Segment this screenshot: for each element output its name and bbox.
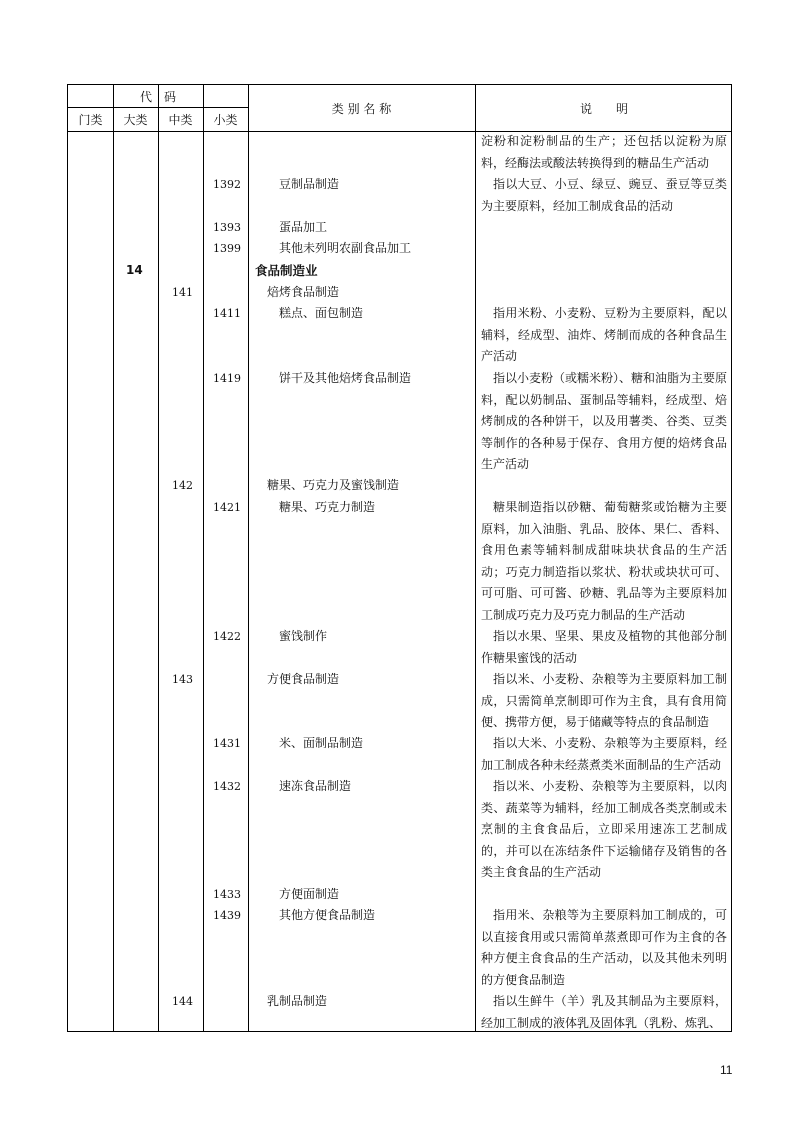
row-major-code: 14 — [126, 263, 143, 277]
row-minor-code: 1433 — [213, 888, 241, 901]
header-name: 类 别 名 称 — [331, 102, 392, 116]
row-medium-code: 141 — [172, 286, 193, 299]
row-desc: 指以米、小麦粉、杂粮等为主要原料加工制成，只需简单烹制即可作为主食，具有食用简便、携带方便，易于储藏等特点的食品制造 — [481, 672, 727, 729]
row-minor-code: 1399 — [213, 242, 241, 255]
row-minor-code: 1439 — [213, 909, 241, 922]
col-divider — [203, 85, 204, 1031]
row-name: 糕点、面包制造 — [279, 306, 364, 320]
row-medium-code: 143 — [172, 673, 193, 686]
page-number: 11 — [720, 1063, 733, 1077]
col-divider — [475, 85, 476, 1031]
header-subdivider — [68, 107, 248, 108]
header-medium: 中类 — [168, 113, 193, 127]
row-minor-code: 1392 — [213, 178, 241, 191]
header-code: 代 码 — [139, 90, 176, 104]
row-name: 速冻食品制造 — [279, 779, 352, 793]
classification-table — [67, 84, 732, 1032]
row-minor-code: 1432 — [213, 780, 241, 793]
row-desc: 指用米、杂粮等为主要原料加工制成的，可以直接食用或只需简单蒸煮即可作为主食的各种方便主食食品的生产活动，以及其他未列明的方便食品制造 — [481, 908, 727, 987]
row-desc: 指以生鲜牛（羊）乳及其制品为主要原料，经加工制成的液体乳及固体乳（乳粉、炼乳、 — [481, 994, 727, 1030]
row-name: 蛋品加工 — [279, 220, 328, 234]
row-desc: 指用米粉、小麦粉、豆粉为主要原料，配以辅料，经成型、油炸、烤制而成的各种食品生产活动 — [481, 306, 727, 363]
row-name: 饼干及其他焙烤食品制造 — [279, 371, 412, 385]
row-medium-code: 144 — [172, 995, 193, 1008]
row-desc: 指以小麦粉（或糯米粉）、糖和油脂为主要原料，配以奶制品、蛋制品等辅料，经成型、焙烤制成的各种饼干，以及用薯类、谷类、豆类等制作的各种易于保存、食用方便的焙烤食品生产活动 — [481, 371, 728, 471]
row-minor-code: 1393 — [213, 221, 241, 234]
row-minor-code: 1421 — [213, 501, 241, 514]
row-name: 方便面制造 — [279, 887, 340, 901]
row-medium-code: 142 — [172, 479, 193, 492]
row-name: 方便食品制造 — [267, 672, 340, 686]
row-name: 焙烤食品制造 — [267, 285, 340, 299]
row-name: 糖果、巧克力及蜜饯制造 — [267, 478, 400, 492]
row-desc: 指以水果、坚果、果皮及植物的其他部分制作糖果蜜饯的活动 — [481, 629, 727, 665]
col-divider — [248, 85, 249, 1031]
header-minor: 小类 — [213, 113, 238, 127]
row-name: 食品制造业 — [255, 263, 318, 278]
col-divider — [113, 85, 114, 1031]
row-name: 其他未列明农副食品加工 — [279, 241, 412, 255]
col-divider — [158, 85, 159, 1031]
row-desc: 指以大米、小麦粉、杂粮等为主要原料，经加工制成各种未经蒸煮类米面制品的生产活动 — [481, 736, 727, 772]
row-name: 糖果、巧克力制造 — [279, 500, 376, 514]
row-desc: 糖果制造指以砂糖、葡萄糖浆或饴糖为主要原料，加入油脂、乳品、胶体、果仁、香料、食用色素等辅料制成甜味块状食品的生产活动；巧克力制造指以浆状、粉状或块状可可、可可脂、可可酱、砂糖、乳品等为主要原料加工制成巧克力及巧克力制品的生产活动 — [481, 500, 727, 622]
row-minor-code: 1422 — [213, 630, 241, 643]
header-door: 门类 — [78, 113, 103, 127]
row-minor-code: 1419 — [213, 372, 241, 385]
row-name: 豆制品制造 — [279, 177, 340, 191]
row-minor-code: 1431 — [213, 737, 241, 750]
row-minor-code: 1411 — [213, 307, 241, 320]
row-desc: 淀粉和淀粉制品的生产；还包括以淀粉为原料，经酶法或酸法转换得到的糖品生产活动 — [481, 134, 727, 170]
row-desc: 指以米、小麦粉、杂粮等为主要原料，以肉类、蔬菜等为辅料，经加工制成各类烹制或未烹制的主食食品后，立即采用速冻工艺制成的，并可以在冻结条件下运输储存及销售的各类主食食品的生产活动 — [481, 779, 727, 879]
header-major: 大类 — [123, 113, 148, 127]
row-desc: 指以大豆、小豆、绿豆、豌豆、蚕豆等豆类为主要原料，经加工制成食品的活动 — [481, 177, 727, 213]
header-desc: 说 明 — [579, 102, 628, 116]
row-name: 蜜饯制作 — [279, 629, 328, 643]
row-name: 乳制品制造 — [267, 994, 328, 1008]
row-name: 米、面制品制造 — [279, 736, 364, 750]
row-name: 其他方便食品制造 — [279, 908, 376, 922]
